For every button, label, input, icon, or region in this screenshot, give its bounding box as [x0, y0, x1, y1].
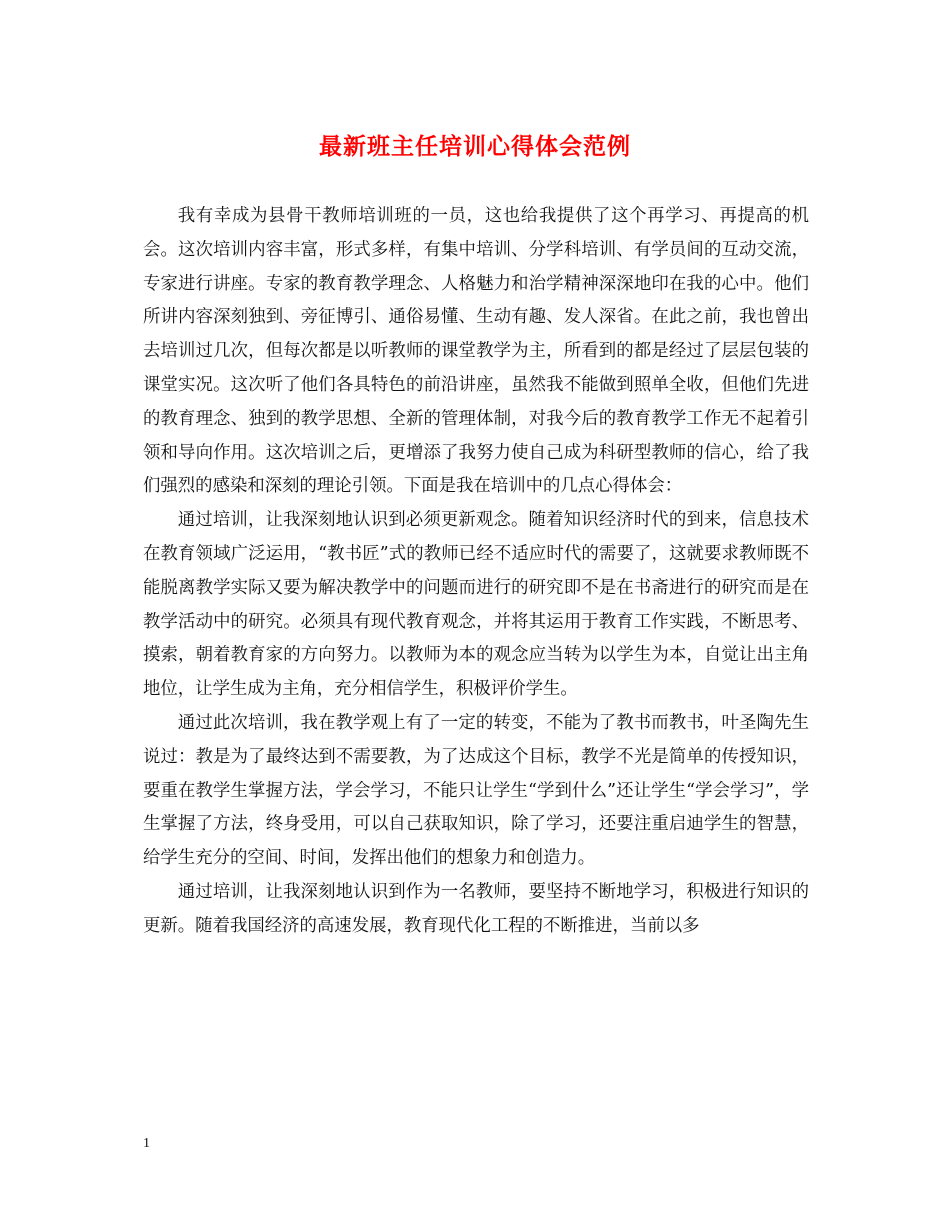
paragraph-update-concepts: 通过培训，让我深刻地认识到必须更新观念。随着知识经济时代的到来，信息技术在教育领域广泛运用，“教书匠”式的教师已经不适应时代的需要了，这就要求教师既不能脱离教学实际又要为解决教学中的问题而进行的研究即不是在书斋进行的研究而是在教学活动中的研究。必须具有现代教育观念，并将其运用于教育工作实践，不断思考、摸索，朝着教育家的方向努力。以教师为本的观念应当转为以学生为本，自觉让出主角地位，让学生成为主角，充分相信学生，积极评价学生。 [143, 510, 809, 700]
document-body [143, 200, 809, 944]
paragraph-intro: 我有幸成为县骨干教师培训班的一员，这也给我提供了这个再学习、再提高的机会。这次培训内容丰富，形式多样，有集中培训、分学科培训、有学员间的互动交流，专家进行讲座。专家的教育教学理念、人格魅力和治学精神深深地印在我的心中。他们所讲内容深刻独到、旁征博引、通俗易懂、生动有趣、发人深省。在此之前，我也曾出去培训过几次，但每次都是以听教师的课堂教学为主，所看到的都是经过了层层包装的课堂实况。这次听了他们各具特色的前沿讲座，虽然我不能做到照单全收，但他们先进的教育理念、独到的教学思想、全新的管理体制，对我今后的教育教学工作无不起着引领和导向作用。这次培训之后，更增添了我努力使自己成为科研型教师的信心，给了我们强烈的感染和深刻的理论引领。下面是我在培训中的几点心得体会： [143, 206, 809, 497]
paragraph-teaching-view: 通过此次培训，我在教学观上有了一定的转变，不能为了教书而教书，叶圣陶先生说过：教是为了最终达到不需要教，为了达成这个目标，教学不光是简单的传授知识，要重在教学生掌握方法，学会学习，不能只让学生“学到什么”还让学生“学会学习”，学生掌握了方法，终身受用，可以自己获取知识，除了学习，还要注重启迪学生的智慧，给学生充分的空间、时间，发挥出他们的想象力和创造力。 [143, 712, 809, 869]
page-number: 1 [143, 1136, 150, 1151]
document-title: 最新班主任培训心得体会范例 [319, 133, 631, 160]
paragraph-continuous-learning: 通过培训，让我深刻地认识到作为一名教师，要坚持不断地学习，积极进行知识的更新。随着我国经济的高速发展，教育现代化工程的不断推进，当前以多 [143, 881, 809, 936]
